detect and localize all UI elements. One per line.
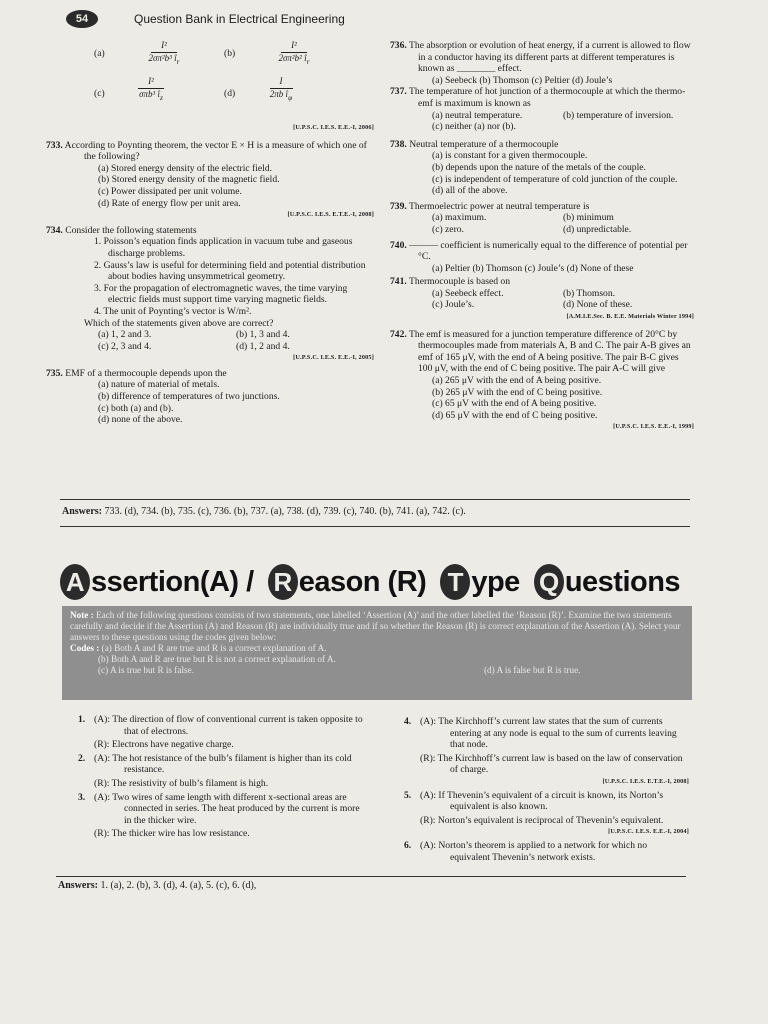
question-text: According to Poynting theorem, the vector E × H is a measure of which one of the following? [64, 139, 367, 163]
note-label: Note : [70, 610, 94, 620]
question-text: Thermocouple is based on [409, 276, 511, 288]
assertion-text: (A): If Thevenin’s equivalent of a circuit is known, its Norton’s equivalent is also known. [420, 789, 664, 813]
heading-initial: R [268, 564, 298, 600]
option-b: (b) Stored energy density of the magnetic field. [98, 174, 280, 186]
question-number: 5. [404, 789, 412, 801]
q732-opt-b-formula: I² 2σπ²b² $î_r$ [278, 40, 310, 66]
question-reference: [U.P.S.C. I.E.S. E.E.-I, 2005] [293, 354, 374, 362]
heading-word: uestions [564, 565, 681, 598]
question-741 [390, 276, 694, 322]
heading-word: ype [471, 565, 520, 598]
question-number: 6. [404, 839, 412, 851]
option-b: (b) 265 μV with the end of C being positive. [432, 386, 603, 398]
option-c: (c) both (a) and (b). [98, 402, 174, 414]
heading-word: ssertion(A) / [91, 565, 254, 598]
q732-reference: [U.P.S.C. I.E.S. E.E.-I, 2006] [293, 124, 374, 131]
option-c: (c) neither (a) nor (b). [432, 121, 516, 133]
option-b: (b) depends upon the nature of the metals of the couple. [432, 161, 646, 173]
option-c: (c) Power dissipated per unit volume. [98, 185, 242, 197]
question-736 [390, 40, 694, 86]
reason-text: (R): Norton’s equivalent is reciprocal of Thevenin’s equivalent. [420, 814, 664, 826]
answers-text: 733. (d), 734. (b), 735. (c), 736. (b), 737. (a), 738. (d), 739. (c), 740. (b), 741. (a), 742. (c). [104, 506, 466, 517]
page-number: 54 [75, 13, 89, 25]
q732-opt-c-label: (c) [94, 88, 105, 99]
q732-options [84, 40, 374, 122]
answers-label: Answers: [62, 506, 102, 517]
statement-4: 4. The unit of Poynting’s vector is W/m². [94, 305, 252, 317]
question-number: 735. [46, 367, 63, 379]
question-number: 741. [390, 276, 407, 288]
divider [60, 526, 690, 527]
ar-question [404, 790, 689, 838]
question-text: The emf is measured for a junction temperature difference of 20°C by thermocouples made from materials A, B and C. The pair A-B gives an emf of 165 μV, with the end of A being positive. The pair B-C gives 100 μV, with the end of C being positive. The pair A-C will give [409, 328, 691, 375]
q732-opt-c-formula: I² σπb³ $î_z$ [139, 76, 163, 102]
question-734 [46, 224, 374, 364]
option-a: (a) neutral temperature. [432, 109, 523, 121]
question-text: Thermoelectric power at neutral temperature is [409, 200, 590, 212]
reason-text: (R): Electrons have negative charge. [94, 739, 234, 751]
divider [60, 499, 690, 500]
question-number: 737. [390, 86, 407, 98]
option-a: (a) is constant for a given thermocouple. [432, 150, 588, 162]
answers-label: Answers: [58, 880, 98, 891]
code-a: (a) Both A and R are true and R is a correct explanation of A. [101, 642, 327, 653]
statement-3: 3. For the propagation of electromagnetic waves, the time varying electric fields must support time varying magnetic fields. [94, 282, 348, 306]
q732-opt-a-label: (a) [94, 48, 105, 59]
heading-initial: T [440, 564, 470, 600]
option-b: (b) temperature of inversion. [563, 109, 674, 121]
question-number: 2. [78, 752, 86, 764]
option-a: (a) 265 μV with the end of A being positive. [432, 375, 602, 387]
code-b: (b) Both A and R are true but R is not a correct explanation of A. [98, 653, 336, 664]
statement-1: 1. Poisson’s equation finds application in vacuum tube and gaseous discharge problems. [94, 236, 353, 259]
question-number: 738. [390, 138, 407, 150]
question-739 [390, 200, 694, 236]
question-reference: [U.P.S.C. I.E.S. E.E.-I, 1999] [613, 423, 694, 431]
question-737 [390, 86, 694, 133]
assertion-text: (A): The Kirchhoff’s current law states that the sum of currents entering at any node is equal to the sum of currents leaving that node. [420, 716, 677, 751]
question-text: The absorption or evolution of heat energy, if a current is allowed to flow in a conductor having its different parts at different temperatures is known as ________ effect. [409, 40, 691, 75]
reason-text: (R): The thicker wire has low resistance. [94, 828, 250, 840]
q732-opt-b-label: (b) [224, 48, 236, 59]
assertion-text: (A): The direction of flow of conventional current is taken opposite to that of electrons. [94, 714, 363, 737]
question-number: 733. [46, 139, 63, 151]
option-c: (c) zero. [432, 223, 464, 235]
option-a: (a) Stored energy density of the electric field. [98, 162, 273, 174]
question-733 [46, 139, 374, 221]
option-a: (a) maximum. [432, 212, 487, 224]
question-reference: [U.P.S.C. I.E.S. E.T.E.-I, 2008] [602, 777, 689, 785]
reason-text: (R): The resistivity of bulb’s filament is high. [94, 777, 269, 789]
right-column [390, 40, 694, 433]
left-column [46, 40, 374, 426]
question-number: 3. [78, 791, 86, 803]
heading-initial: Q [534, 564, 564, 600]
option-b: (b) minimum [563, 212, 614, 224]
divider [56, 876, 686, 877]
option-d: (d) 65 μV with the end of C being positive. [432, 409, 598, 421]
option-b: (b) difference of temperatures of two junctions. [98, 391, 280, 403]
reason-text: (R): The Kirchhoff’s current law is based on the law of conservation of charge. [420, 752, 683, 776]
heading-word: eason (R) [298, 565, 427, 598]
question-reference: [A.M.I.E.Sec. B. E.E. Materials Winter 1994] [566, 313, 694, 321]
question-number: 740. [390, 239, 407, 251]
option-c: (c) Joule’s. [432, 299, 475, 311]
question-number: 1. [78, 714, 86, 725]
question-738 [390, 138, 694, 197]
ar-question [404, 716, 689, 788]
page-number-badge [66, 10, 98, 28]
question-text: ——— coefficient is numerically equal to the difference of potential per °C. [409, 239, 688, 263]
option-a: (a) nature of material of metals. [98, 379, 220, 391]
code-d: (d) A is false but R is true. [484, 664, 581, 675]
question-text: Consider the following statements [65, 224, 197, 236]
q732-opt-a-formula: I² 2σπ²b³ $î_r$ [148, 40, 180, 66]
ar-question [78, 753, 368, 790]
q732-opt-d-formula: I 2πb $î_\varphi$ [269, 76, 293, 102]
question-prompt: Which of the statements given above are correct? [84, 317, 274, 329]
question-735 [46, 367, 374, 426]
question-number: 739. [390, 200, 407, 212]
assertion-text: (A): Norton’s theorem is applied to a network for which no equivalent Thevenin’s network exists. [420, 839, 647, 863]
heading-initial: A [60, 564, 90, 600]
answers-block-1 [62, 506, 466, 517]
question-text: The temperature of hot junction of a thermocouple at which the thermo-emf is maximum is known as [409, 86, 686, 109]
answers-text: 1. (a), 2. (b), 3. (d), 4. (a), 5. (c), 6. (d), [100, 880, 257, 891]
option-b: (b) Thomson. [563, 287, 616, 299]
question-740 [390, 239, 694, 275]
header-title: Question Bank in Electrical Engineering [134, 12, 345, 26]
statement-2: 2. Gauss’s law is useful for determining field and potential distribution about bodies having unsymmetrical geometry. [94, 259, 366, 283]
option-a: (a) Seebeck effect. [432, 287, 504, 299]
ar-left-column [78, 714, 368, 842]
ar-question [404, 840, 689, 863]
question-text: Neutral temperature of a thermocouple [409, 138, 559, 150]
option-d: (d) 1, 2 and 4. [236, 340, 290, 352]
codes-label: Codes : [70, 642, 100, 653]
note-text: Each of the following questions consists of two statements, one labelled ‘Assertion (A)’ and the other labelled the ‘Reason (R)’. Examine the two statements carefully and decide if the Assertion (A) and Reason (R) are individually true and if so whether the Reason (R) is correct explanation of the Assertion (A). Select your answers to these questions using the codes given below: [70, 610, 681, 642]
option-b: (b) 1, 3 and 4. [236, 329, 290, 341]
question-742 [390, 328, 694, 433]
question-text: EMF of a thermocouple depends upon the [65, 367, 227, 379]
assertion-text: (A): The hot resistance of the bulb’s filament is higher than its cold resistance. [94, 752, 352, 776]
q732-opt-d-label: (d) [224, 88, 236, 99]
option-d: (d) Rate of energy flow per unit area. [98, 197, 241, 209]
assertion-text: (A): Two wires of same length with different x-sectional areas are connected in series. The heat produced by the current is more in the thicker wire. [94, 791, 360, 826]
question-number: 736. [390, 40, 407, 51]
option-d: (d) unpredictable. [563, 223, 632, 235]
ar-right-column [404, 716, 689, 865]
question-number: 4. [404, 716, 412, 727]
option-c: (c) 2, 3 and 4. [98, 340, 152, 352]
option-c: (c) is independent of temperature of cold junction of the couple. [432, 173, 678, 185]
option-c: (c) 65 μV with the end of A being positive. [432, 398, 597, 410]
instructions-note [62, 606, 692, 700]
option-d: (d) None of these. [563, 299, 633, 311]
question-number: 742. [390, 328, 407, 340]
option-d: (d) all of the above. [432, 185, 508, 197]
option-d: (d) none of the above. [98, 414, 183, 426]
answers-block-2 [58, 880, 256, 891]
code-c: (c) A is true but R is false. [98, 664, 194, 675]
section-heading [60, 560, 680, 604]
question-reference: [U.P.S.C. I.E.S. E.T.E.-I, 2008] [287, 211, 374, 219]
question-reference: [U.P.S.C. I.E.S. E.E.-I, 2004] [608, 828, 689, 836]
options: (a) Peltier (b) Thomson (c) Joule’s (d) None of these [432, 262, 634, 274]
ar-question [78, 714, 368, 751]
options: (a) Seebeck (b) Thomson (c) Peltier (d) Joule’s [432, 74, 613, 86]
ar-question [78, 792, 368, 840]
question-number: 734. [46, 224, 63, 236]
option-a: (a) 1, 2 and 3. [98, 329, 152, 341]
